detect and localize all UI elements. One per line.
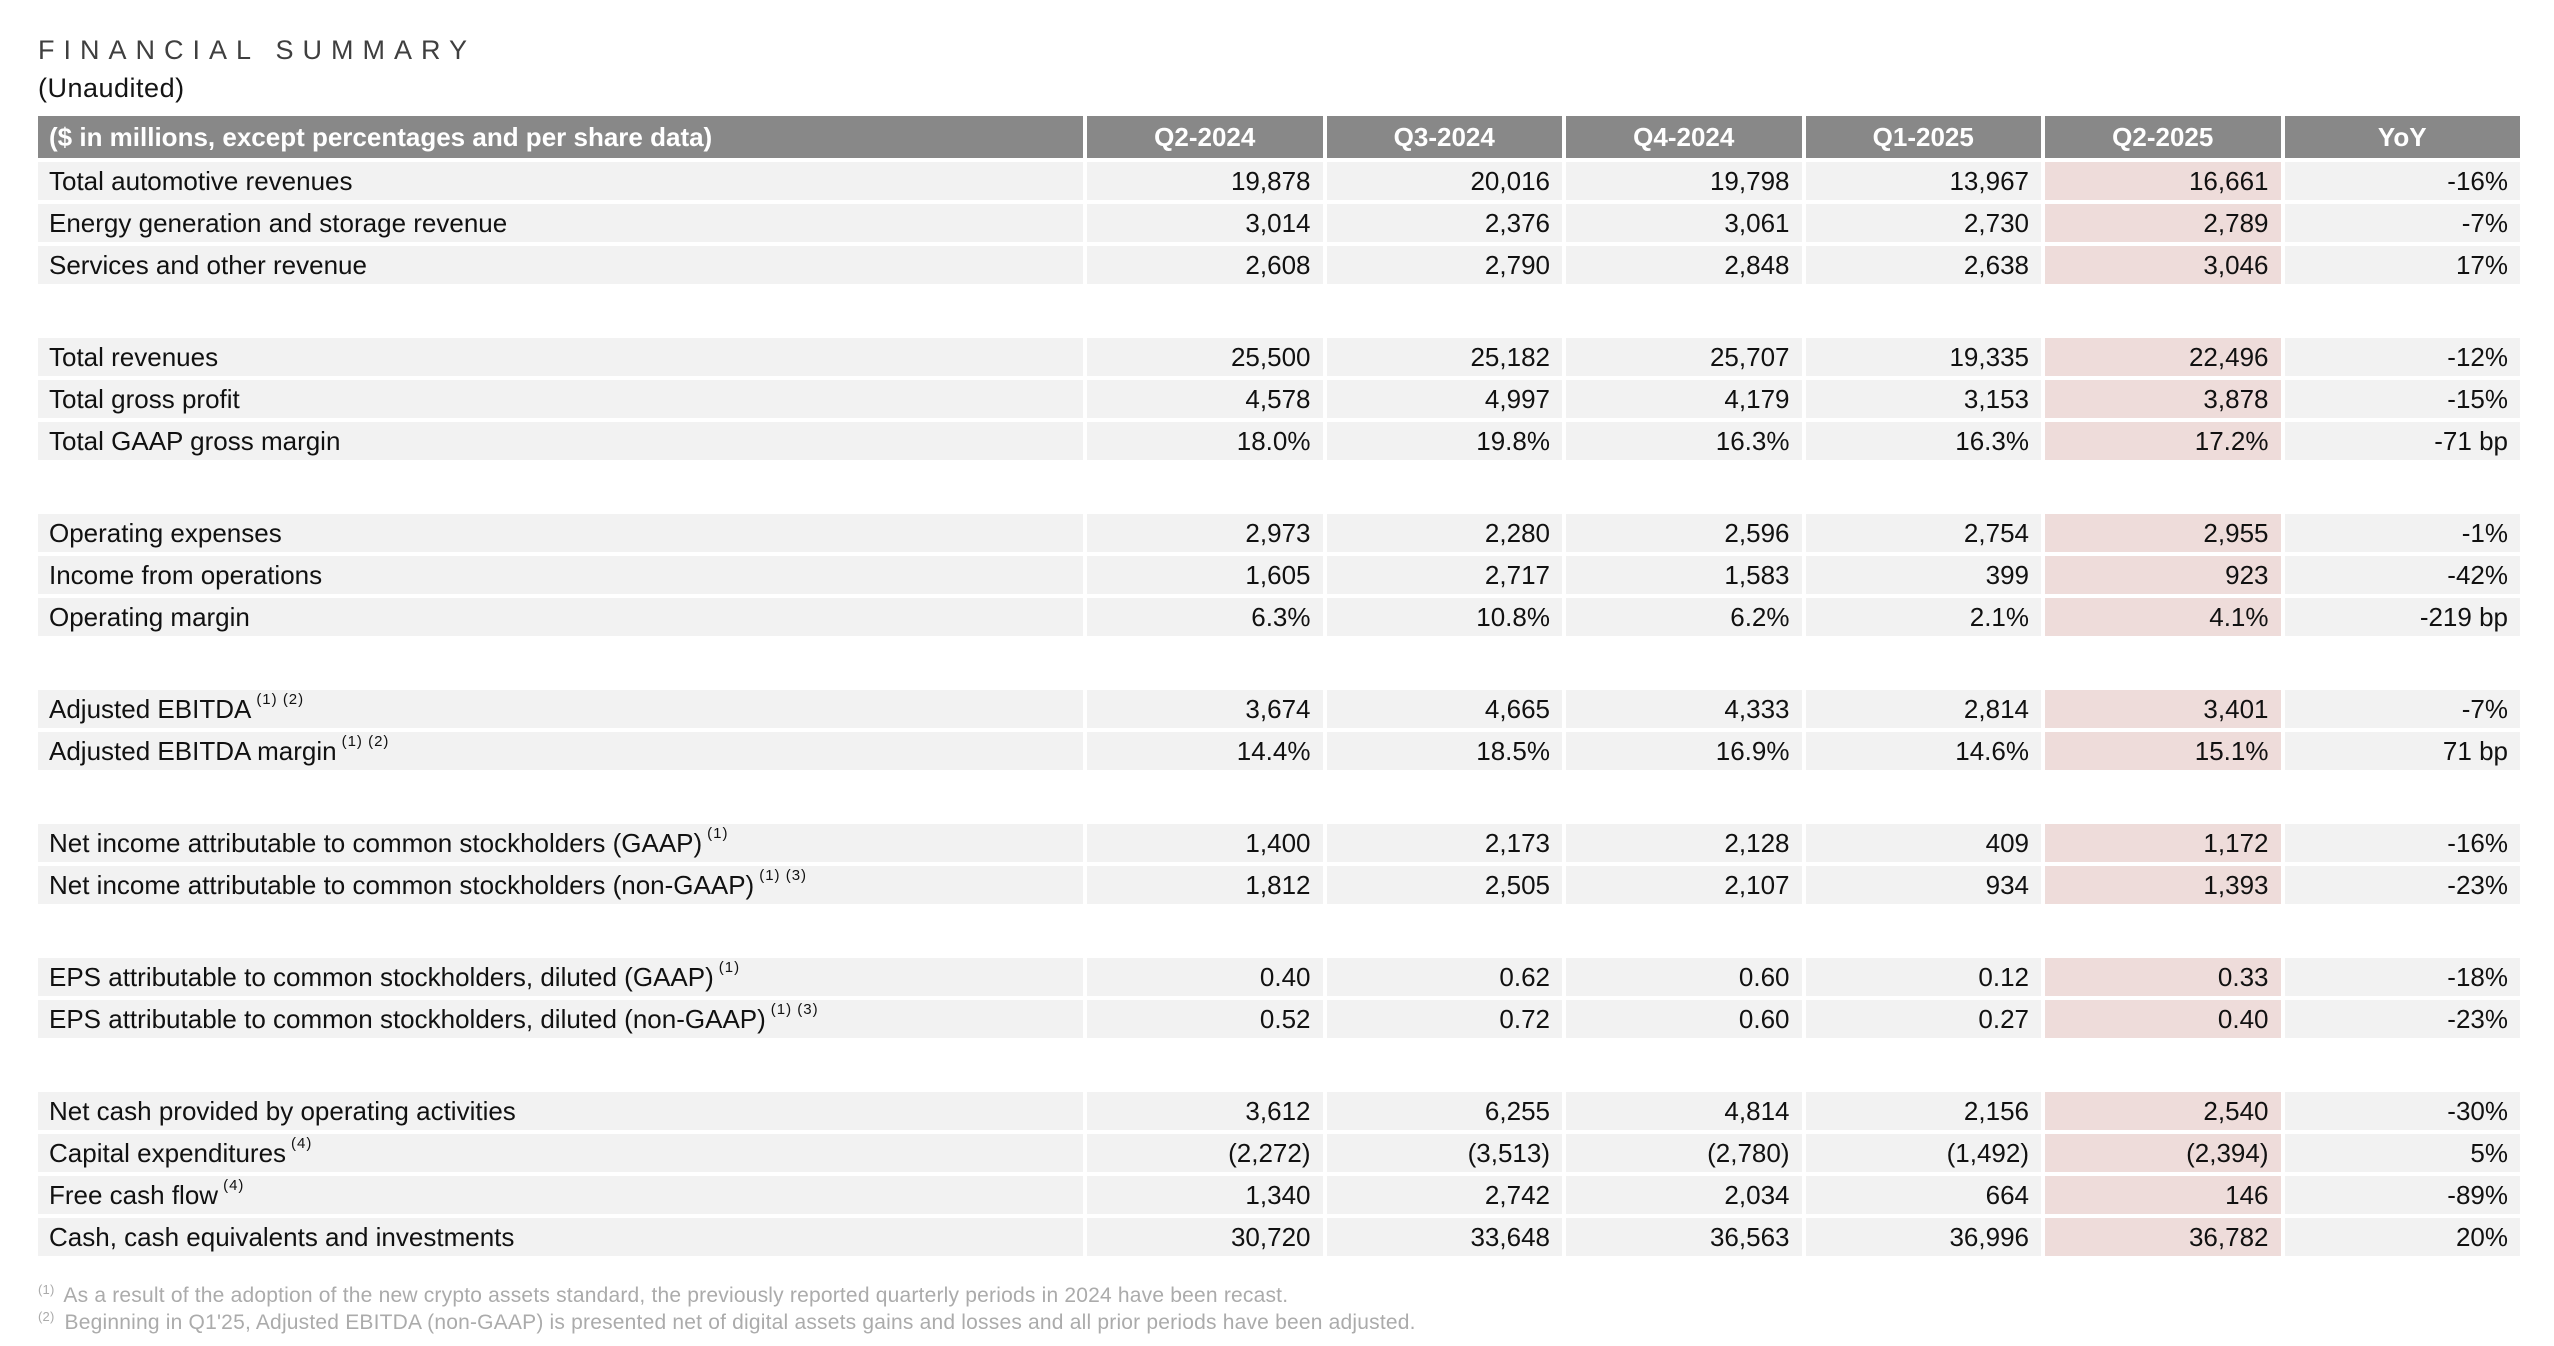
cell-yoy: 71 bp [2285,732,2521,770]
row-label: Income from operations [38,556,1083,594]
column-header-q3-2024: Q3-2024 [1327,116,1563,158]
column-header-q1-2025: Q1-2025 [1806,116,2042,158]
row-label: Total revenues [38,338,1083,376]
footnote-number: (2) [38,1309,55,1325]
table-row [38,1134,2520,1172]
cell-q2-2024: 3,674 [1087,690,1323,728]
row-label: Energy generation and storage revenue [38,204,1083,242]
cell-q3-2024: 10.8% [1327,598,1563,636]
table-row [38,732,2520,770]
table-row [38,246,2520,284]
cell-q2-2024: 4,578 [1087,380,1323,418]
cell-q1-2025: 399 [1806,556,2042,594]
table-body [38,162,2520,1256]
row-label: Net cash provided by operating activities [38,1092,1083,1130]
row-label: Total GAAP gross margin [38,422,1083,460]
row-label: EPS attributable to common stockholders, diluted (GAAP) $^{(1)}$ [38,958,1083,996]
cell-q2-2024: 18.0% [1087,422,1323,460]
cell-yoy: -16% [2285,824,2521,862]
table-row [38,598,2520,636]
row-label: Services and other revenue [38,246,1083,284]
table-row [38,204,2520,242]
cell-q1-2025: 2.1% [1806,598,2042,636]
table-row [38,866,2520,904]
financial-summary-table [38,116,2520,1256]
cell-yoy: -30% [2285,1092,2521,1130]
cell-q1-2025: 2,638 [1806,246,2042,284]
cell-q4-2024: 3,061 [1566,204,1802,242]
cell-q2-2024: 3,612 [1087,1092,1323,1130]
section-spacer [38,288,2520,338]
cell-q2-2024: 1,340 [1087,1176,1323,1214]
row-label: Adjusted EBITDA margin $^{(1) (2)}$ [38,732,1083,770]
cell-q2-2024: 30,720 [1087,1218,1323,1256]
table-row [38,1176,2520,1214]
cell-q4-2024: 2,848 [1566,246,1802,284]
cell-q1-2025: 2,730 [1806,204,2042,242]
cell-q3-2024: 33,648 [1327,1218,1563,1256]
cell-yoy: -219 bp [2285,598,2521,636]
cell-q1-2025: (1,492) [1806,1134,2042,1172]
cell-q2-2025: 2,789 [2045,204,2281,242]
section-spacer [38,908,2520,958]
cell-q4-2024: 19,798 [1566,162,1802,200]
cell-q3-2024: 2,790 [1327,246,1563,284]
cell-q2-2025: (2,394) [2045,1134,2281,1172]
column-header-yoy: YoY [2285,116,2521,158]
cell-q2-2024: 1,812 [1087,866,1323,904]
cell-q2-2025: 146 [2045,1176,2281,1214]
cell-yoy: -23% [2285,866,2521,904]
cell-yoy: -18% [2285,958,2521,996]
section-spacer [38,1042,2520,1092]
cell-q2-2024: 6.3% [1087,598,1323,636]
table-row [38,556,2520,594]
section-spacer [38,774,2520,824]
cell-q2-2024: (2,272) [1087,1134,1323,1172]
cell-q3-2024: 4,997 [1327,380,1563,418]
cell-q4-2024: 16.3% [1566,422,1802,460]
cell-q2-2024: 1,400 [1087,824,1323,862]
column-header-q2-2025: Q2-2025 [2045,116,2281,158]
table-row [38,422,2520,460]
row-label: Cash, cash equivalents and investments [38,1218,1083,1256]
cell-yoy: -7% [2285,204,2521,242]
cell-yoy: -89% [2285,1176,2521,1214]
cell-q2-2025: 3,878 [2045,380,2281,418]
row-label: Free cash flow $^{(4)}$ [38,1176,1083,1214]
cell-yoy: -16% [2285,162,2521,200]
cell-q1-2025: 19,335 [1806,338,2042,376]
cell-q2-2025: 3,046 [2045,246,2281,284]
row-label: Net income attributable to common stockholders (non-GAAP) $^{(1) (3)}$ [38,866,1083,904]
row-label: Total automotive revenues [38,162,1083,200]
cell-q4-2024: 2,107 [1566,866,1802,904]
cell-q2-2025: 2,955 [2045,514,2281,552]
cell-q2-2025: 36,782 [2045,1218,2281,1256]
table-row [38,958,2520,996]
cell-q1-2025: 16.3% [1806,422,2042,460]
cell-yoy: -1% [2285,514,2521,552]
cell-yoy: 5% [2285,1134,2521,1172]
cell-q2-2025: 923 [2045,556,2281,594]
column-header-q2-2024: Q2-2024 [1087,116,1323,158]
cell-q3-2024: 2,173 [1327,824,1563,862]
cell-yoy: 20% [2285,1218,2521,1256]
table-row [38,162,2520,200]
cell-q1-2025: 409 [1806,824,2042,862]
cell-yoy: -15% [2285,380,2521,418]
cell-q2-2024: 14.4% [1087,732,1323,770]
cell-q1-2025: 36,996 [1806,1218,2042,1256]
row-label: Total gross profit [38,380,1083,418]
cell-q4-2024: 16.9% [1566,732,1802,770]
cell-yoy: -23% [2285,1000,2521,1038]
cell-q2-2025: 1,172 [2045,824,2281,862]
cell-q3-2024: 2,280 [1327,514,1563,552]
cell-q2-2025: 4.1% [2045,598,2281,636]
cell-q4-2024: 2,034 [1566,1176,1802,1214]
cell-q4-2024: 0.60 [1566,1000,1802,1038]
footnotes [38,1283,2520,1337]
cell-q1-2025: 2,156 [1806,1092,2042,1130]
cell-q3-2024: 25,182 [1327,338,1563,376]
cell-yoy: -42% [2285,556,2521,594]
footnote-number: (1) [38,1282,55,1298]
cell-q1-2025: 934 [1806,866,2042,904]
cell-q3-2024: 19.8% [1327,422,1563,460]
row-label: Operating expenses [38,514,1083,552]
table-row [38,514,2520,552]
cell-q4-2024: 6.2% [1566,598,1802,636]
cell-q4-2024: 2,128 [1566,824,1802,862]
section-spacer [38,640,2520,690]
table-row [38,1000,2520,1038]
cell-q3-2024: 2,505 [1327,866,1563,904]
cell-q1-2025: 3,153 [1806,380,2042,418]
cell-q1-2025: 664 [1806,1176,2042,1214]
row-label: EPS attributable to common stockholders, diluted (non-GAAP) $^{(1) (3)}$ [38,1000,1083,1038]
cell-q2-2024: 19,878 [1087,162,1323,200]
row-label: Net income attributable to common stockholders (GAAP) $^{(1)}$ [38,824,1083,862]
cell-q3-2024: 20,016 [1327,162,1563,200]
cell-q3-2024: (3,513) [1327,1134,1563,1172]
cell-q2-2025: 0.33 [2045,958,2281,996]
table-row [38,1218,2520,1256]
cell-yoy: 17% [2285,246,2521,284]
cell-q1-2025: 0.12 [1806,958,2042,996]
table-row [38,824,2520,862]
cell-q2-2024: 0.52 [1087,1000,1323,1038]
cell-q2-2025: 1,393 [2045,866,2281,904]
table-row [38,1092,2520,1130]
cell-q4-2024: 1,583 [1566,556,1802,594]
cell-yoy: -12% [2285,338,2521,376]
row-label: Adjusted EBITDA $^{(1) (2)}$ [38,690,1083,728]
cell-q2-2025: 2,540 [2045,1092,2281,1130]
cell-q2-2025: 22,496 [2045,338,2281,376]
cell-q2-2025: 17.2% [2045,422,2281,460]
cell-q4-2024: 2,596 [1566,514,1802,552]
cell-q1-2025: 2,754 [1806,514,2042,552]
cell-q3-2024: 6,255 [1327,1092,1563,1130]
cell-q1-2025: 2,814 [1806,690,2042,728]
cell-q3-2024: 2,742 [1327,1176,1563,1214]
cell-q4-2024: 0.60 [1566,958,1802,996]
page-title: FINANCIAL SUMMARY [38,35,477,65]
cell-q2-2025: 0.40 [2045,1000,2281,1038]
cell-q1-2025: 14.6% [1806,732,2042,770]
cell-q3-2024: 2,376 [1327,204,1563,242]
cell-q2-2024: 1,605 [1087,556,1323,594]
cell-yoy: -71 bp [2285,422,2521,460]
cell-q3-2024: 18.5% [1327,732,1563,770]
row-label: Capital expenditures $^{(4)}$ [38,1134,1083,1172]
cell-q2-2024: 0.40 [1087,958,1323,996]
cell-q2-2024: 2,973 [1087,514,1323,552]
cell-q2-2025: 15.1% [2045,732,2281,770]
cell-q4-2024: 4,333 [1566,690,1802,728]
table-row [38,380,2520,418]
cell-q1-2025: 0.27 [1806,1000,2042,1038]
cell-q4-2024: 25,707 [1566,338,1802,376]
cell-yoy: -7% [2285,690,2521,728]
cell-q2-2024: 2,608 [1087,246,1323,284]
cell-q3-2024: 0.62 [1327,958,1563,996]
cell-q2-2024: 3,014 [1087,204,1323,242]
cell-q1-2025: 13,967 [1806,162,2042,200]
cell-q2-2024: 25,500 [1087,338,1323,376]
row-label: Operating margin [38,598,1083,636]
section-spacer [38,464,2520,514]
cell-q2-2025: 3,401 [2045,690,2281,728]
page-subtitle: (Unaudited) [38,72,185,103]
cell-q3-2024: 0.72 [1327,1000,1563,1038]
footnote: $^{(1)}$ As a result of the adoption of the new crypto assets standard, the previously reported quarterly periods in 2024 have been recast. [38,1282,1289,1308]
cell-q4-2024: 4,179 [1566,380,1802,418]
table-row [38,338,2520,376]
table-row [38,690,2520,728]
cell-q4-2024: (2,780) [1566,1134,1802,1172]
cell-q3-2024: 4,665 [1327,690,1563,728]
footnote: $^{(2)}$ Beginning in Q1'25, Adjusted EBITDA (non-GAAP) is presented net of digital assets gains and losses and all prior periods have been adjusted. [38,1309,1416,1335]
table-header-row [38,116,2520,158]
column-header-q4-2024: Q4-2024 [1566,116,1802,158]
cell-q3-2024: 2,717 [1327,556,1563,594]
cell-q2-2025: 16,661 [2045,162,2281,200]
cell-q4-2024: 4,814 [1566,1092,1802,1130]
cell-q4-2024: 36,563 [1566,1218,1802,1256]
table-header-units-label: ($ in millions, except percentages and per share data) [38,116,1083,158]
